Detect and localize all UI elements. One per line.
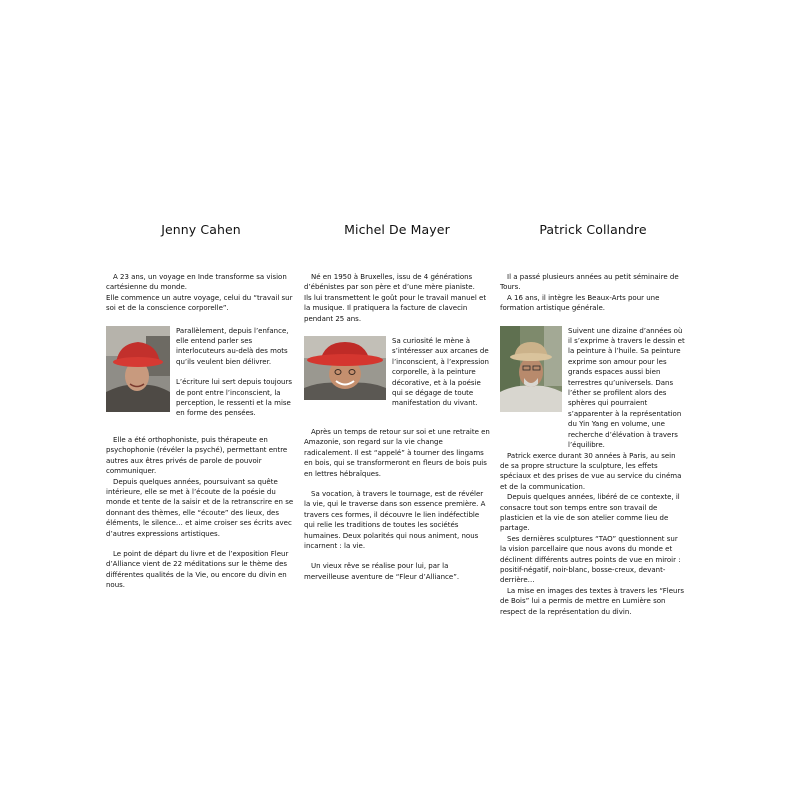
paragraph: Ils lui transmettent le goût pour le travail manuel et la musique. Il pratiquera la facture de clavecin pendant 25 ans.: [304, 293, 487, 323]
paragraph: Un vieux rêve se réalise pour lui, par la merveilleuse aventure de “Fleur d’Alliance”.: [304, 562, 460, 581]
paragraph: A 23 ans, un voyage en Inde transforme sa vision cartésienne du monde.: [106, 273, 287, 292]
paragraph: Le point de départ du livre et de l’exposition Fleur d’Alliance vient de 22 méditations sur le thème des différentes qualités de la Vie, ou encore du divin en nous.: [106, 549, 289, 590]
paragraph: Elle a été orthophoniste, puis thérapeute en psychophonie (révéler la psyché), permettant entre autres aux êtres privés de parole de pouvoir communiquer.: [106, 435, 288, 476]
author-name: Patrick Collandre: [539, 222, 647, 237]
paragraph: Suivent une dizaine d’années où il s’exprime à travers le dessin et la peinture à l’huile. Sa peinture exprime son amour pour les grands espaces aussi bien terrestres qu’universels. Dans l’éther se profilent alors des sphères qui pourraient s’apparenter à la représentation du Yin Yang en volume, une recherche d’élévation à travers l’équilibre.: [568, 326, 685, 450]
paragraph: Depuis quelques années, poursuivant sa quête intérieure, elle se met à l’écoute de la poésie du monde et tente de la saisir et de la retranscrire en se donnant des thèmes, elle “écoute” des lieux, des éléments, le silence… et aime croiser ses écrits avec d’autres expressions artistiques.: [106, 477, 294, 538]
paragraph: Sa vocation, à travers le tournage, est de révéler la vie, qui le traverse dans son essence première. A travers ces formes, il découvre le lien indéfectible qui relie les traditions de toutes les sociétés humaines. Deux polarités qui nous animent, nous incarnent : la vie.: [304, 489, 486, 550]
paragraph: Elle commence un autre voyage, celui du “travail sur soi et de la conscience corporelle”.: [106, 293, 293, 313]
author-name: Jenny Cahen: [161, 222, 241, 237]
column-michel-de-mayer: [304, 222, 490, 582]
portrait-photo-michel-de-mayer: [304, 336, 386, 400]
paragraph: Ses dernières sculptures “TAO” questionnent sur la vision parcellaire que nous avons du monde et déclinent différents autres points de vue en miroir : positif-négatif, noir-blanc, bosse-creux, devant-derrière…: [500, 534, 681, 585]
portrait-photo-patrick-collandre: [500, 326, 562, 412]
paragraph: L’écriture lui sert depuis toujours de pont entre l’inconscient, la perception, le ressenti et la mise en forme des pensées.: [176, 378, 292, 418]
paragraph: La mise en images des textes à travers les “Fleurs de Bois” lui a permis de mettre en Lumière son respect de la représentation du divin.: [500, 586, 685, 616]
column-patrick-collandre: [500, 222, 686, 617]
portrait-photo-jenny-cahen: [106, 326, 170, 412]
paragraph: Après un temps de retour sur soi et une retraite en Amazonie, son regard sur la vie change radicalement. Il est “appelé” à tourner des lingams en bois, qui se transformeront en fleurs de bois puis en lettres hébraïques.: [304, 427, 490, 478]
paragraph: A 16 ans, il intègre les Beaux-Arts pour une formation artistique générale.: [500, 293, 660, 313]
paragraph: Depuis quelques années, libéré de ce contexte, il consacre tout son temps entre son travail de plasticien et la vie de son atelier comme lieu de partage.: [500, 493, 680, 533]
paragraph: Né en 1950 à Bruxelles, issu de 4 générations d’ébénistes par son père et d’une mère pianiste.: [304, 273, 475, 292]
paragraph: Il a passé plusieurs années au petit séminaire de Tours.: [500, 273, 679, 292]
photo-block: [106, 326, 296, 419]
photo-block: [500, 326, 686, 451]
column-jenny-cahen: [106, 222, 296, 591]
paragraph: Patrick exerce durant 30 années à Paris, au sein de sa propre structure la sculpture, les effets spéciaux et des prises de vue au service du cinéma et de la communication.: [500, 451, 682, 491]
author-name: Michel De Mayer: [344, 222, 450, 237]
paragraph: Parallèlement, depuis l’enfance, elle entend parler ses interlocuteurs au-delà des mots qu’ils veulent bien délivrer.: [176, 326, 289, 366]
paragraph: Sa curiosité le mène à s’intéresser aux arcanes de l’inconscient, à l’expression corporelle, à la peinture décorative, et à la poésie qui se dégage de toute manifestation du vivant.: [392, 337, 489, 408]
photo-block: [304, 336, 490, 409]
